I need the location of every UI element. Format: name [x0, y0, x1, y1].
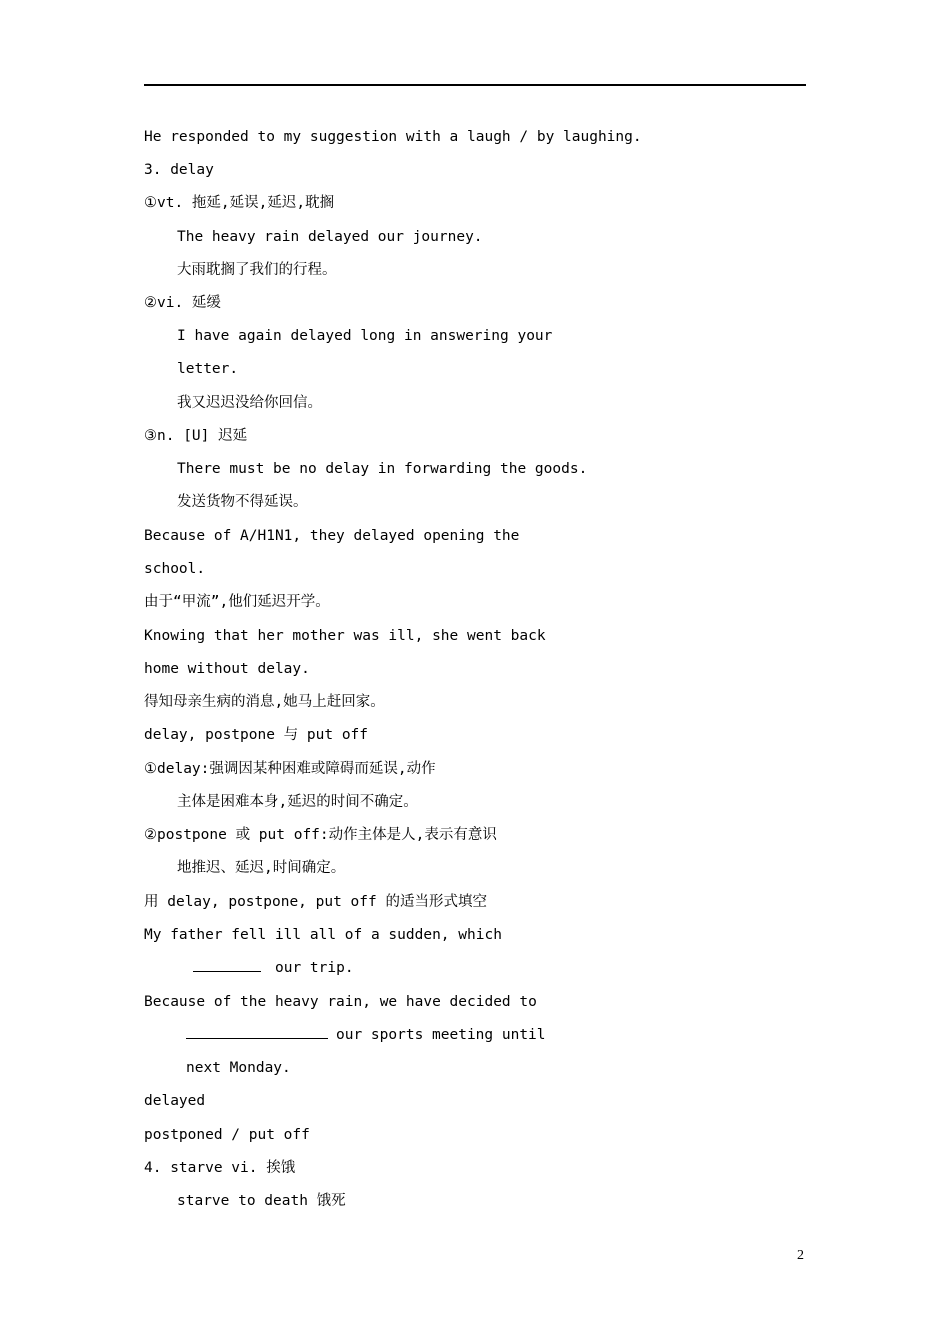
- example-line: There must be no delay in forwarding the goods.: [177, 461, 588, 477]
- definition-line: ①vt. 拖延,延误,延迟,耽搁: [144, 195, 335, 211]
- example-line: home without delay.: [144, 661, 310, 677]
- exercise-instruction: 用 delay, postpone, put off 的适当形式填空: [144, 894, 487, 910]
- example-line: school.: [144, 561, 206, 577]
- comparison-line: 主体是困难本身,延迟的时间不确定。: [177, 794, 418, 810]
- comparison-line: 地推迟、延迟,时间确定。: [177, 860, 346, 876]
- comparison-line: ①delay:强调因某种困难或障碍而延误,动作: [144, 761, 436, 777]
- text-line: He responded to my suggestion with a laugh / by laughing.: [144, 129, 642, 145]
- exercise-line: My father fell ill all of a sudden, which: [144, 927, 502, 943]
- exercise-line: [186, 1023, 546, 1047]
- example-line: Because of A/H1N1, they delayed opening the: [144, 528, 520, 544]
- section-heading-delay: 3. delay: [144, 162, 214, 178]
- exercise-line: next Monday.: [186, 1060, 291, 1076]
- answer-blank: [193, 970, 261, 972]
- translation-line: 发送货物不得延误。: [177, 494, 308, 510]
- page-number: 2: [797, 1248, 804, 1263]
- translation-line: 我又迟迟没给你回信。: [177, 395, 322, 411]
- example-line: The heavy rain delayed our journey.: [177, 229, 483, 245]
- example-line: I have again delayed long in answering your: [177, 328, 553, 344]
- translation-line: 大雨耽搁了我们的行程。: [177, 262, 337, 278]
- answer-line: postponed / put off: [144, 1127, 310, 1143]
- exercise-text: our trip.: [275, 960, 354, 976]
- header-rule: [144, 84, 806, 86]
- answer-line: delayed: [144, 1093, 206, 1109]
- definition-line: ②vi. 延缓: [144, 295, 221, 311]
- example-line: letter.: [177, 361, 239, 377]
- example-line: Knowing that her mother was ill, she went back: [144, 628, 546, 644]
- phrase-line: starve to death 饿死: [177, 1193, 346, 1209]
- exercise-line: [193, 956, 354, 980]
- section-heading-starve: 4. starve vi. 挨饿: [144, 1160, 296, 1176]
- exercise-text: our sports meeting until: [336, 1027, 546, 1043]
- answer-blank: [186, 1037, 328, 1039]
- translation-line: 得知母亲生病的消息,她马上赶回家。: [144, 694, 385, 710]
- definition-line: ③n. [U] 迟延: [144, 428, 248, 444]
- exercise-line: Because of the heavy rain, we have decided to: [144, 994, 537, 1010]
- comparison-line: ②postpone 或 put off:动作主体是人,表示有意识: [144, 827, 497, 843]
- comparison-heading: delay, postpone 与 put off: [144, 727, 369, 743]
- translation-line: 由于“甲流”,他们延迟开学。: [144, 594, 330, 610]
